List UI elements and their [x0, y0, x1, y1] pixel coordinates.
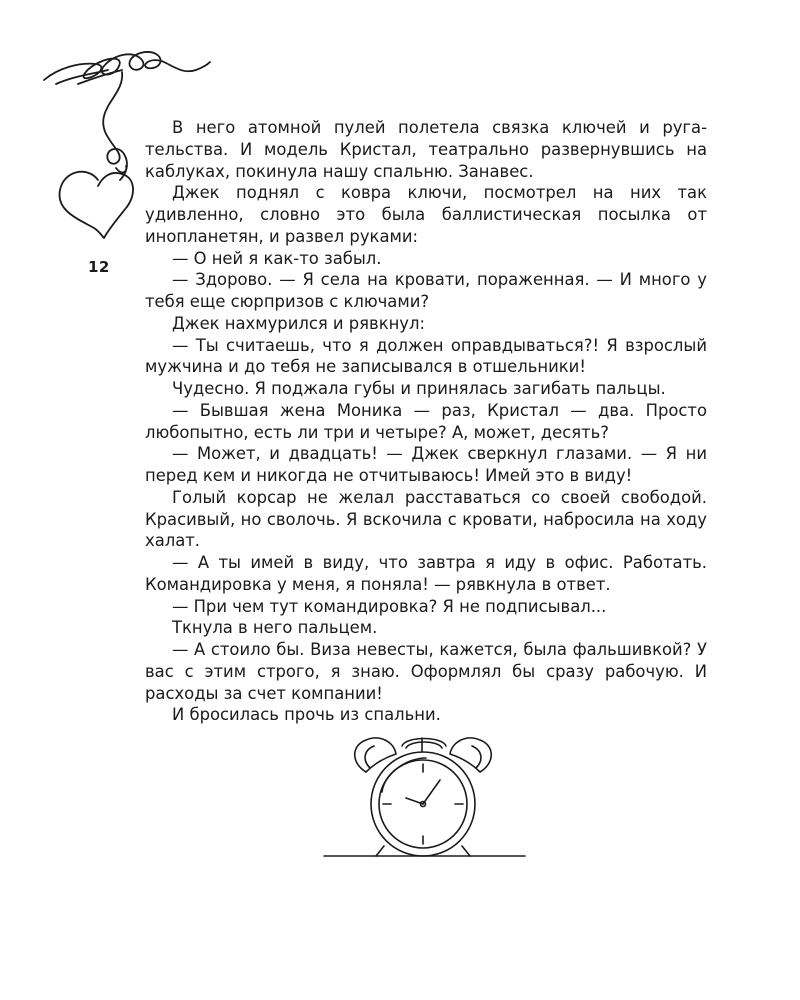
paragraph: — А стоило бы. Виза невесты, кажется, была фальшивкой? У вас с этим строго, я знаю. Оформлял бы сразу рабочую. И расходы за счет компании! — [145, 640, 707, 703]
alarm-clock-icon — [322, 728, 527, 863]
paragraph: — О ней я как-то забыл. — [172, 248, 382, 268]
paragraph: Ткнула в него пальцем. — [172, 618, 378, 638]
body-text — [145, 117, 707, 726]
paragraph: — Может, и двадцать! — Джек сверкнул глазами. — Я ни перед кем и никогда не отчитываюсь! Имей это в виду! — [145, 444, 707, 485]
paragraph: Джек поднял с ковра ключи, посмотрел на них так удивленно, словно это была баллистическая посылка от инопланетян, и развел руками: — [145, 183, 707, 246]
paragraph: Голый корсар не желал расставаться со своей свободой. Красивый, но сволочь. Я вскочила с кровати, набросила на ходу халат. — [145, 487, 707, 551]
paragraph: — Бывшая жена Моника — раз, Кристал — два. Просто любопытно, есть ли три и четыре? А, может, десять? — [145, 400, 707, 442]
paragraph: Чудесно. Я поджала губы и принялась загибать пальцы. — [172, 379, 666, 398]
paragraph: — При чем тут командировка? Я не подписывал... — [172, 596, 607, 616]
paragraph: — Ты считаешь, что я должен оправдываться?! Я взрослый мужчина и до тебя не записывался в отшельники! — [145, 335, 707, 377]
paragraph: — Здорово. — Я села на кровати, пораженная. — И много у тебя еще сюрпризов с ключами? — [145, 270, 707, 311]
paragraph: И бросилась прочь из спальни. — [172, 705, 441, 725]
paragraph: В него атомной пулей полетела связка ключей и ругательства. И модель Кристал, театрально развернувшись на каблуках, покинула нашу спальню. Занавес. — [145, 118, 707, 181]
page-number: 12 — [88, 258, 110, 276]
paragraph: Джек нахмурился и рявкнул: — [172, 313, 426, 333]
paragraph: — А ты имей в виду, что завтра я иду в офис. Работать. Командировка у меня, я поняла! — рявкнула в ответ. — [145, 553, 707, 594]
